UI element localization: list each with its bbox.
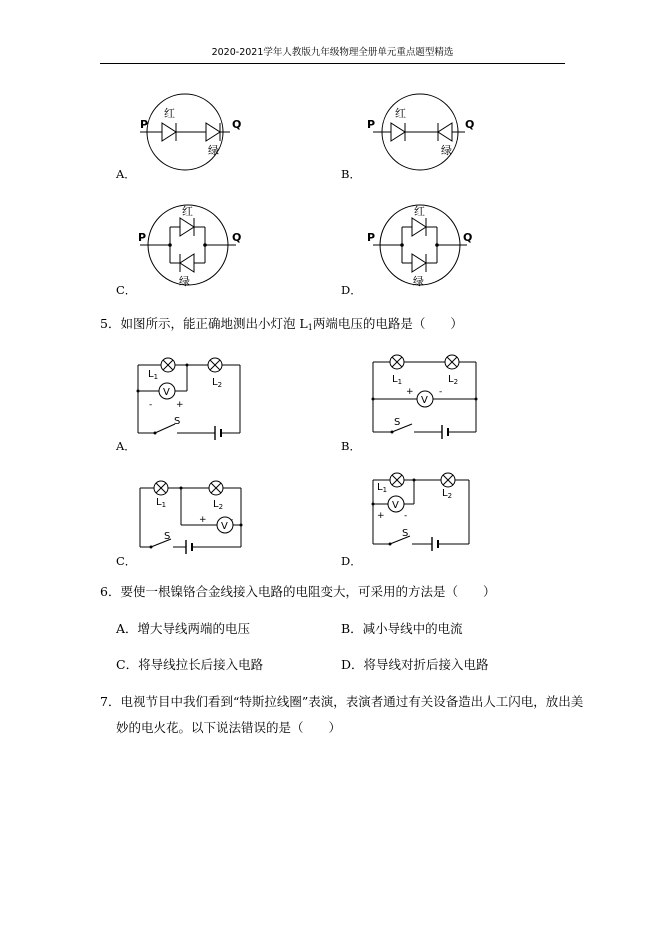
red-label: 红 — [182, 205, 193, 218]
q7-stem-line1: 7．电视节目中我们看到“特斯拉线圈”表演，表演者通过有关设备造出人工闪电，放出美 — [100, 694, 584, 709]
q4-option-d-label: D． — [341, 283, 362, 297]
terminal-q: Q — [463, 231, 473, 244]
q4-option-b-label: B． — [341, 167, 361, 181]
svg-text:-: - — [230, 515, 234, 525]
svg-text:-: - — [439, 387, 443, 397]
svg-text:+: + — [377, 511, 385, 521]
svg-text:L1: $L_1$ — [377, 482, 388, 494]
q6-stem: 6．要使一根镍铬合金线接入电路的电阻变大，可采用的方法是（ ） — [100, 584, 496, 599]
q4-option-a-figure — [130, 92, 255, 174]
q6-option-d: D．将导线对折后接入电路 — [341, 657, 489, 672]
terminal-q: Q — [232, 231, 242, 244]
svg-text:V: V — [221, 521, 228, 532]
svg-text:V: V — [421, 395, 428, 406]
svg-text:L2: $L_2$ — [448, 374, 459, 386]
green-label: 绿 — [179, 275, 190, 288]
svg-text:S: S — [402, 528, 409, 539]
svg-text:V: V — [392, 500, 399, 511]
red-label: 红 — [164, 107, 175, 120]
q5-option-b-label: B． — [341, 439, 361, 453]
svg-text:+: + — [176, 400, 184, 410]
q7-stem-line2: 妙的电火花。以下说法错误的是（ ） — [116, 720, 342, 735]
q5-option-b-circuit — [370, 352, 480, 440]
terminal-p: P — [140, 118, 149, 131]
q5-option-a-label: A． — [116, 439, 136, 453]
svg-text:+: + — [199, 515, 207, 525]
svg-text:-: - — [149, 400, 153, 410]
svg-text:L1: $L_1$ — [156, 497, 167, 509]
svg-text:S: S — [164, 531, 171, 542]
terminal-p: P — [138, 231, 147, 244]
svg-text:L1: $L_1$ — [148, 369, 159, 381]
q5-option-d-label: D． — [341, 554, 362, 568]
terminal-q: Q — [465, 118, 475, 131]
green-label: 绿 — [208, 144, 219, 157]
q4-option-a-label: A． — [116, 167, 136, 181]
terminal-p: P — [367, 118, 376, 131]
svg-text:V: V — [163, 387, 170, 398]
svg-text:L2: $L_2$ — [213, 499, 224, 511]
page-header: 2020-2021学年人教版九年级物理全册单元重点题型精选 — [211, 47, 454, 58]
q4-option-c-label: C． — [116, 283, 137, 297]
q5-option-c-circuit — [137, 474, 247, 554]
terminal-p: P — [367, 231, 376, 244]
svg-text:S: S — [394, 417, 401, 428]
svg-text:L2: $L_2$ — [442, 488, 453, 500]
q4-option-b-figure — [355, 92, 480, 174]
red-label: 红 — [395, 107, 406, 120]
header-rule — [100, 63, 565, 64]
q4-option-d-figure — [355, 203, 480, 291]
q5-option-a-circuit — [135, 355, 250, 440]
q5-option-c-label: C． — [116, 554, 137, 568]
svg-text:L1: $L_1$ — [392, 374, 403, 386]
svg-text:+: + — [406, 387, 414, 397]
q4-option-c-figure — [130, 203, 255, 291]
q6-option-c: C．将导线拉长后接入电路 — [116, 657, 264, 672]
red-label: 红 — [414, 205, 425, 218]
q6-option-b: B．减小导线中的电流 — [341, 621, 463, 636]
q5-option-d-circuit — [370, 466, 475, 551]
q6-option-a: A．增大导线两端的电压 — [116, 621, 251, 636]
svg-text:L2: $L_2$ — [212, 377, 223, 389]
q5-stem: 5．如图所示，能正确地测出小灯泡 $L_1$两端电压的电路是（ ） — [100, 316, 463, 332]
green-label: 绿 — [441, 144, 452, 157]
terminal-q: Q — [232, 118, 242, 131]
green-label: 绿 — [413, 275, 424, 288]
svg-text:-: - — [404, 511, 408, 521]
svg-text:S: S — [174, 416, 181, 427]
